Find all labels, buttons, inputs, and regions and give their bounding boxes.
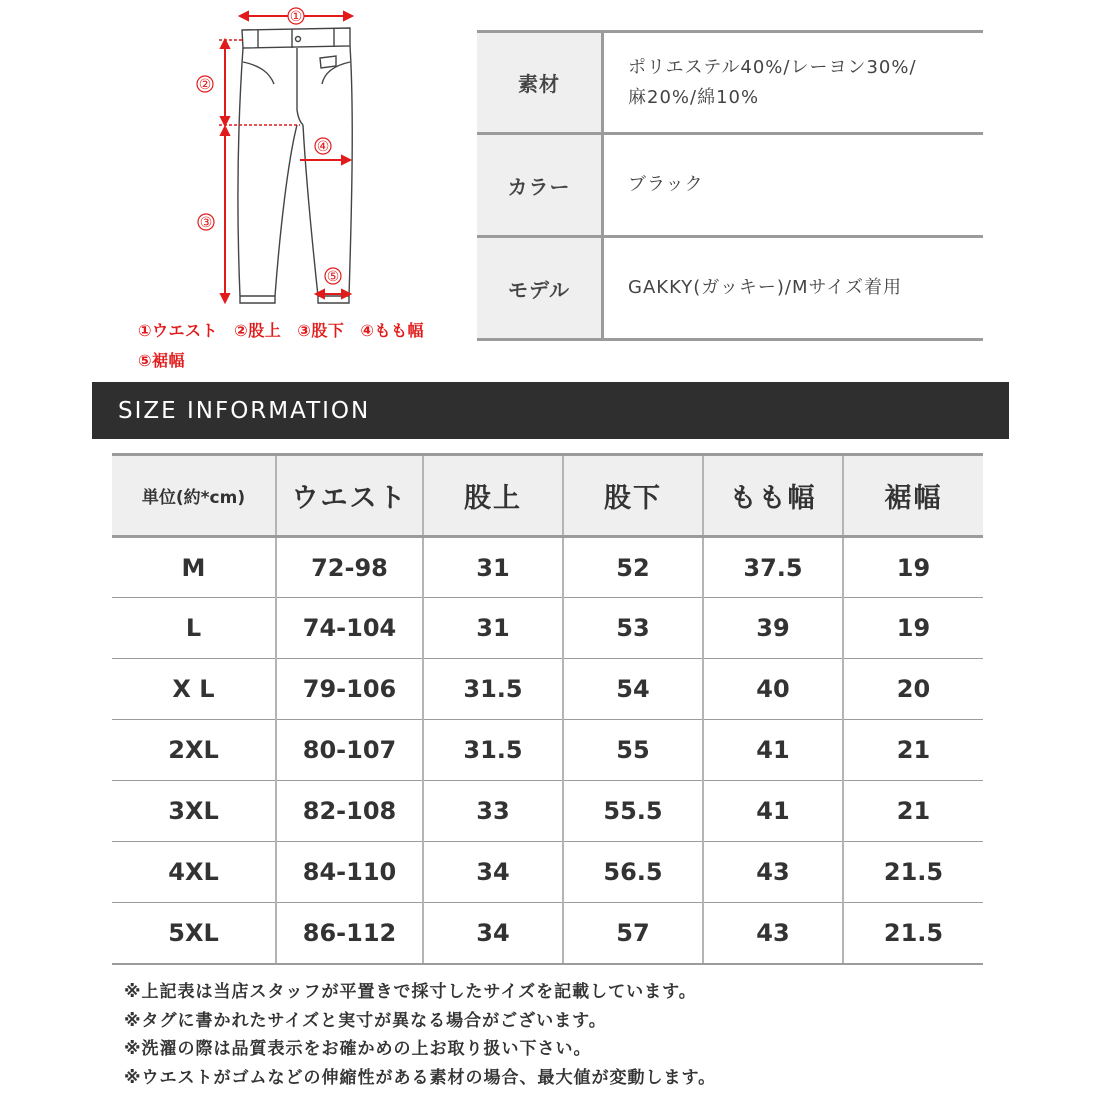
table-cell: 74-104 — [276, 598, 423, 659]
table-cell: 84-110 — [276, 842, 423, 903]
header-waist: ウエスト — [276, 455, 423, 537]
table-cell-size: M — [112, 537, 276, 598]
measurement-legend-line-1 — [138, 318, 434, 341]
legend-rise: ②股上 — [234, 321, 282, 340]
table-cell: 55 — [563, 720, 703, 781]
table-cell: 33 — [423, 781, 563, 842]
size-information-banner — [92, 382, 1009, 439]
banner-title: SIZE INFORMATION — [118, 397, 371, 424]
marker-4-label: ④ — [316, 139, 330, 155]
note-line: ※洗濯の際は品質表示をお確かめの上お取り扱い下さい。 — [124, 1039, 592, 1059]
header-inseam: 股下 — [563, 455, 703, 537]
table-row — [112, 659, 983, 720]
table-cell-size: 4XL — [112, 842, 276, 903]
table-cell: 31.5 — [423, 720, 563, 781]
legend-hem: ⑤裾幅 — [138, 351, 186, 370]
table-cell: 21 — [843, 781, 983, 842]
spec-label-model: モデル — [477, 238, 604, 338]
table-cell-size: 3XL — [112, 781, 276, 842]
table-cell: 57 — [563, 903, 703, 964]
pants-outline — [238, 28, 352, 303]
product-spec-table — [477, 30, 983, 341]
table-cell: 40 — [703, 659, 843, 720]
spec-value-color: ブラック — [628, 174, 704, 195]
note-line: ※タグに書かれたサイズと実寸が異なる場合がございます。 — [124, 1010, 607, 1031]
legend-waist: ①ウエスト — [138, 321, 219, 340]
table-cell: 31 — [423, 598, 563, 659]
legend-thigh: ④もも幅 — [360, 321, 424, 340]
table-cell: 31 — [423, 537, 563, 598]
legend-inseam: ③股下 — [297, 321, 345, 340]
spec-value-material — [604, 33, 983, 132]
table-cell-size: X L — [112, 659, 276, 720]
table-row — [112, 598, 983, 659]
table-cell: 20 — [843, 659, 983, 720]
header-thigh: もも幅 — [703, 455, 843, 537]
marker-1-label: ① — [289, 9, 303, 25]
table-cell: 39 — [703, 598, 843, 659]
spec-label-material: 素材 — [477, 33, 604, 132]
size-table — [112, 453, 983, 965]
table-cell: 21 — [843, 720, 983, 781]
table-row — [112, 842, 983, 903]
table-cell: 43 — [703, 903, 843, 964]
table-cell: 55.5 — [563, 781, 703, 842]
table-cell: 56.5 — [563, 842, 703, 903]
table-cell: 19 — [843, 537, 983, 598]
spec-row-model — [477, 238, 983, 341]
table-cell: 54 — [563, 659, 703, 720]
table-row — [112, 720, 983, 781]
size-notes — [124, 978, 716, 1092]
header-rise: 股上 — [423, 455, 563, 537]
table-row — [112, 537, 983, 598]
header-hem: 裾幅 — [843, 455, 983, 537]
table-row — [112, 903, 983, 964]
size-table-header — [112, 455, 983, 537]
table-cell: 43 — [703, 842, 843, 903]
spec-row-material — [477, 33, 983, 135]
table-cell: 80-107 — [276, 720, 423, 781]
measurement-legend-line-2 — [138, 348, 195, 371]
note-line: ※上記表は当店スタッフが平置きで採寸したサイズを記載しています。 — [124, 982, 697, 1002]
table-cell: 21.5 — [843, 903, 983, 964]
marker-5-label: ⑤ — [326, 269, 340, 285]
spec-value-model: GAKKY(ガッキー)/Mサイズ着用 — [628, 277, 903, 298]
table-cell: 79-106 — [276, 659, 423, 720]
spec-material-line-2: 麻20%/綿10% — [628, 86, 760, 108]
table-cell: 37.5 — [703, 537, 843, 598]
table-cell: 34 — [423, 903, 563, 964]
table-cell: 82-108 — [276, 781, 423, 842]
table-row — [112, 781, 983, 842]
table-cell: 34 — [423, 842, 563, 903]
table-cell: 52 — [563, 537, 703, 598]
table-cell: 41 — [703, 720, 843, 781]
table-cell-size: 2XL — [112, 720, 276, 781]
table-cell: 41 — [703, 781, 843, 842]
table-cell: 72-98 — [276, 537, 423, 598]
table-cell: 86-112 — [276, 903, 423, 964]
note-line: ※ウエストがゴムなどの伸縮性がある素材の場合、最大値が変動します。 — [124, 1067, 717, 1088]
table-cell-size: 5XL — [112, 903, 276, 964]
table-cell: 19 — [843, 598, 983, 659]
table-cell: 31.5 — [423, 659, 563, 720]
table-cell: 21.5 — [843, 842, 983, 903]
marker-3-label: ③ — [199, 215, 213, 231]
table-cell: 53 — [563, 598, 703, 659]
spec-label-color: カラー — [477, 135, 604, 235]
table-cell-size: L — [112, 598, 276, 659]
header-unit: 単位(約*cm) — [112, 455, 276, 537]
marker-2-label: ② — [198, 77, 212, 93]
spec-material-line-1: ポリエステル40%/レーヨン30%/ — [628, 56, 917, 78]
spec-row-color — [477, 135, 983, 238]
